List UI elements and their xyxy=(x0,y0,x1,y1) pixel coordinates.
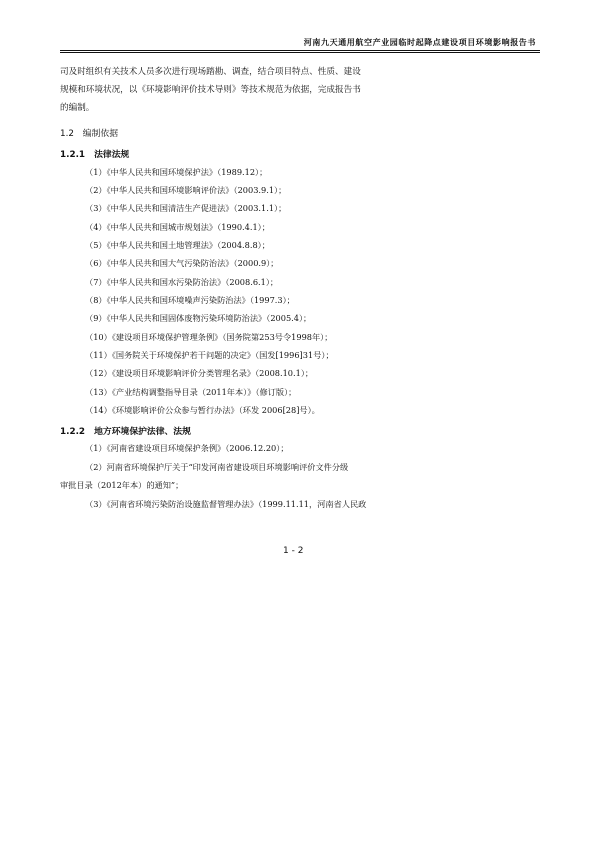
law-item-12: （12）《建设项目环境影响评价分类管理名录》（2008.10.1）； xyxy=(85,368,314,378)
law-item-2: （2）《中华人民共和国环境影响评价法》（2003.9.1）； xyxy=(85,185,287,195)
law-item-13: （13）《产业结构调整指导目录（2011年本）》（修订版）； xyxy=(85,387,297,397)
intro-line-1: 司及时组织有关技术人员多次进行现场踏勘、调查，结合项目特点、性质、建设 xyxy=(60,67,361,77)
document-header: 河南九天通用航空产业园临时起降点建设项目环境影响报告书 xyxy=(303,38,536,47)
law-item-1: （1）《中华人民共和国环境保护法》（1989.12）； xyxy=(85,167,268,177)
law-item-3: （3）《中华人民共和国清洁生产促进法》（2003.1.1）； xyxy=(85,203,287,213)
law-item-14: （14）《环境影响评价公众参与暂行办法》（环发 2006[28]号）。 xyxy=(85,405,320,415)
law-item-5: （5）《中华人民共和国土地管理法》（2004.8.8）； xyxy=(85,240,270,250)
section-title: 编制依据 xyxy=(82,129,118,139)
intro-line-3: 的编制。 xyxy=(60,103,95,113)
page-number: 1 - 2 xyxy=(283,546,304,556)
local-item-3: （3）《河南省环境污染防治设施监督管理办法》（1999.11.11，河南省人民政 xyxy=(85,499,367,509)
section-heading-1-2-2 xyxy=(60,424,191,437)
local-item-1: （1）《河南省建设项目环境保护条例》（2006.12.20）； xyxy=(85,443,289,453)
law-item-8: （8）《中华人民共和国环境噪声污染防治法》（1997.3）； xyxy=(85,295,295,305)
section-number: 1.2.2 xyxy=(60,427,86,437)
local-item-2-line-2: 审批目录（2012年本）的通知”； xyxy=(60,480,184,490)
section-title: 法律法规 xyxy=(94,150,130,160)
local-item-2-line-1: （2）河南省环境保护厅关于“印发河南省建设项目环境影响评价文件分级 xyxy=(85,462,349,472)
section-number: 1.2.1 xyxy=(60,150,86,160)
law-item-11: （11）《国务院关于环境保护若干问题的决定》（国发[1996]31号）； xyxy=(85,350,334,360)
header-rule-thin xyxy=(60,52,540,53)
section-heading-1-2 xyxy=(60,126,118,139)
section-title: 地方环境保护法律、法规 xyxy=(94,427,191,437)
header-rule xyxy=(60,50,540,51)
intro-line-2: 规模和环境状况，以《环境影响评价技术导则》等技术规范为依据，完成报告书 xyxy=(60,85,361,95)
section-number: 1.2 xyxy=(60,129,74,139)
law-item-10: （10）《建设项目环境保护管理条例》（国务院第253号令1998年）； xyxy=(85,332,333,342)
section-heading-1-2-1 xyxy=(60,147,129,160)
law-item-4: （4）《中华人民共和国城市规划法》（1990.4.1）； xyxy=(85,222,270,232)
law-item-9: （9）《中华人民共和国固体废物污染环境防治法》（2005.4）； xyxy=(85,313,312,323)
law-item-6: （6）《中华人民共和国大气污染防治法》（2000.9）； xyxy=(85,258,279,268)
law-item-7: （7）《中华人民共和国水污染防治法》（2008.6.1）； xyxy=(85,277,279,287)
